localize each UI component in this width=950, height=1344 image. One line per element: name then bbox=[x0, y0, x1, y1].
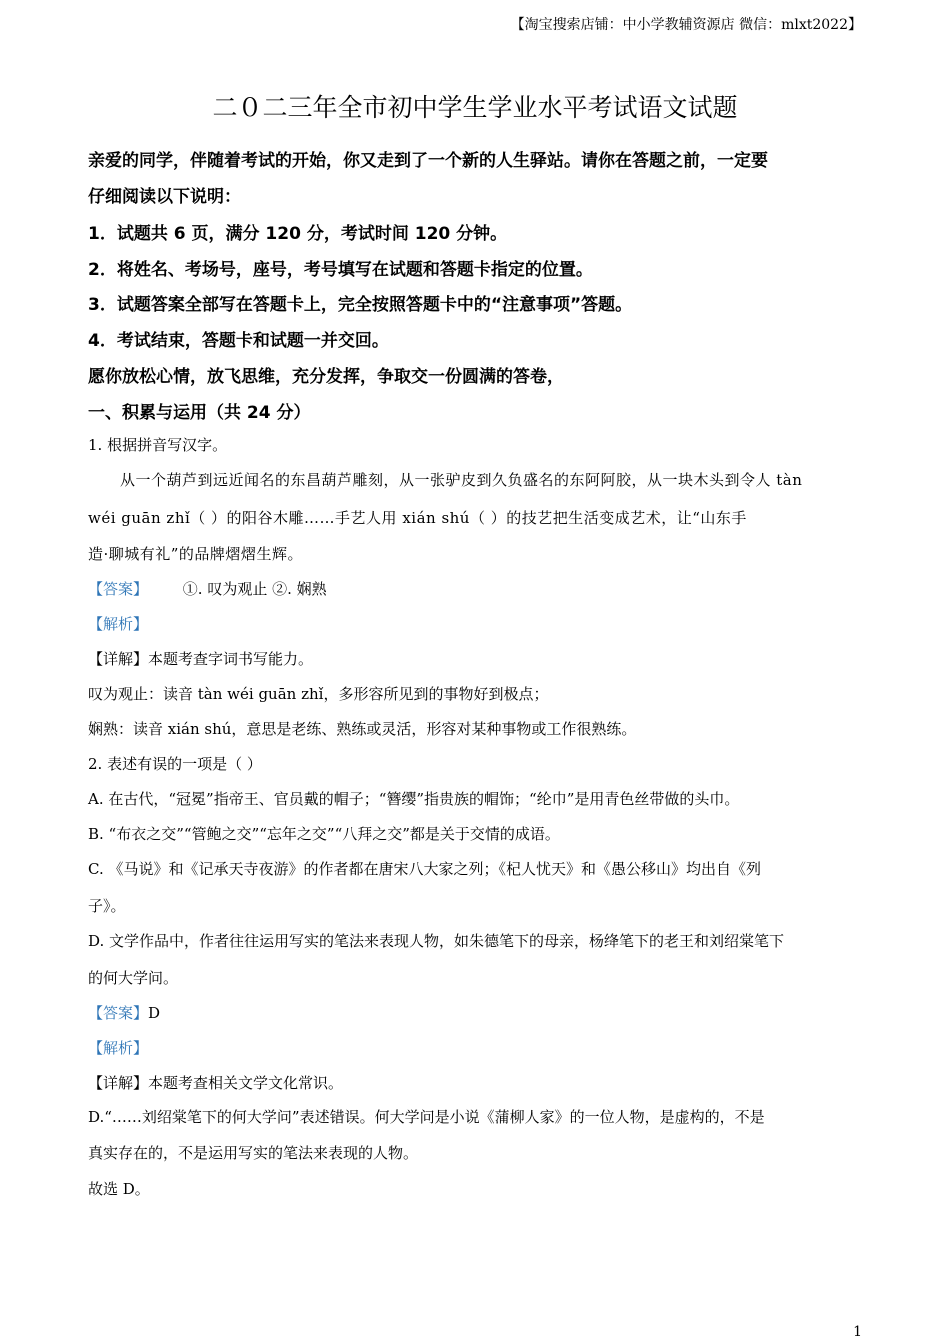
option-c: C. 《马说》和《记承天寺夜游》的作者都在唐宋八大家之列；《杞人忧天》和《愚公移山》均出自《列 bbox=[88, 860, 761, 878]
explanation-line: D.“……刘绍棠笔下的何大学问”表述错误。何大学问是小说《蒲柳人家》的一位人物，是虚构的，不是 bbox=[88, 1108, 765, 1126]
question-1-passage-line: 造·聊城有礼”的品牌熠熠生辉。 bbox=[88, 545, 303, 563]
answer-label: 【答案】 bbox=[88, 1004, 149, 1022]
question-1-passage-line: wéi guān zhǐ（ ）的阳谷木雕……手艺人用 xián shú（ ）的技艺把生活变成艺术，让“山东手 bbox=[88, 509, 747, 527]
option-a: A. 在古代，“冠冕”指帝王、官员戴的帽子；“簪缨”指贵族的帽饰；“纶巾”是用青色丝带做的头巾。 bbox=[88, 790, 740, 808]
detail-label: 【详解】 bbox=[88, 650, 149, 668]
page-number: 1 bbox=[853, 1324, 862, 1340]
intro-line-1: 亲爱的同学，伴随着考试的开始，你又走到了一个新的人生驿站。请你在答题之前，一定要 bbox=[88, 151, 768, 171]
option-b: B. “布衣之交”“管鲍之交”“忘年之交”“八拜之交”都是关于交情的成语。 bbox=[88, 825, 560, 843]
section-heading: 一、积累与运用（共 24 分） bbox=[88, 403, 311, 423]
page-title: 二０二三年全市初中学生学业水平考试语文试题 bbox=[212, 93, 738, 122]
answer-text: D bbox=[148, 1004, 161, 1022]
explanation-line: 真实存在的，不是运用写实的笔法来表现的人物。 bbox=[88, 1144, 419, 1162]
analysis-label: 【解析】 bbox=[88, 1039, 149, 1057]
question-1-stem: 1. 根据拼音写汉字。 bbox=[88, 436, 228, 454]
option-d-continued: 的何大学问。 bbox=[88, 969, 179, 987]
conclusion: 故选 D。 bbox=[88, 1180, 150, 1198]
detail-label: 【详解】 bbox=[88, 1074, 149, 1092]
explanation-line: 叹为观止：读音 tàn wéi guān zhǐ，多形容所见到的事物好到极点； bbox=[88, 685, 549, 703]
instruction-item: 3．试题答案全部写在答题卡上，完全按照答题卡中的“注意事项”答题。 bbox=[88, 295, 633, 315]
question-1-passage-line: 从一个葫芦到远近闻名的东昌葫芦雕刻，从一张驴皮到久负盛名的东阿阿胶，从一块木头到令人 tàn bbox=[120, 471, 803, 489]
instruction-item: 2．将姓名、考场号，座号，考号填写在试题和答题卡指定的位置。 bbox=[88, 260, 593, 280]
question-2-stem: 2. 表述有误的一项是（ ） bbox=[88, 755, 262, 773]
analysis-label: 【解析】 bbox=[88, 615, 149, 633]
option-d: D. 文学作品中，作者往往运用写实的笔法来表现人物，如朱德笔下的母亲，杨绛笔下的老王和刘绍棠笔下 bbox=[88, 932, 785, 950]
instruction-item: 4．考试结束，答题卡和试题一并交回。 bbox=[88, 331, 389, 351]
answer-text: ①. 叹为观止 ②. 娴熟 bbox=[182, 580, 327, 598]
intro-closing: 愿你放松心情，放飞思维，充分发挥，争取交一份圆满的答卷， bbox=[88, 367, 564, 387]
detail-text: 本题考查字词书写能力。 bbox=[148, 650, 314, 668]
header-note: 【淘宝搜索店铺：中小学教辅资源店 微信：mlxt2022】 bbox=[510, 17, 862, 33]
answer-label: 【答案】 bbox=[88, 580, 149, 598]
intro-line-2: 仔细阅读以下说明： bbox=[88, 187, 241, 207]
instruction-item: 1．试题共 6 页，满分 120 分，考试时间 120 分钟。 bbox=[88, 224, 508, 244]
explanation-line: 娴熟：读音 xián shú，意思是老练、熟练或灵活，形容对某种事物或工作很熟练。 bbox=[88, 720, 637, 738]
option-c-continued: 子》。 bbox=[88, 897, 126, 915]
detail-text: 本题考查相关文学文化常识。 bbox=[148, 1074, 344, 1092]
